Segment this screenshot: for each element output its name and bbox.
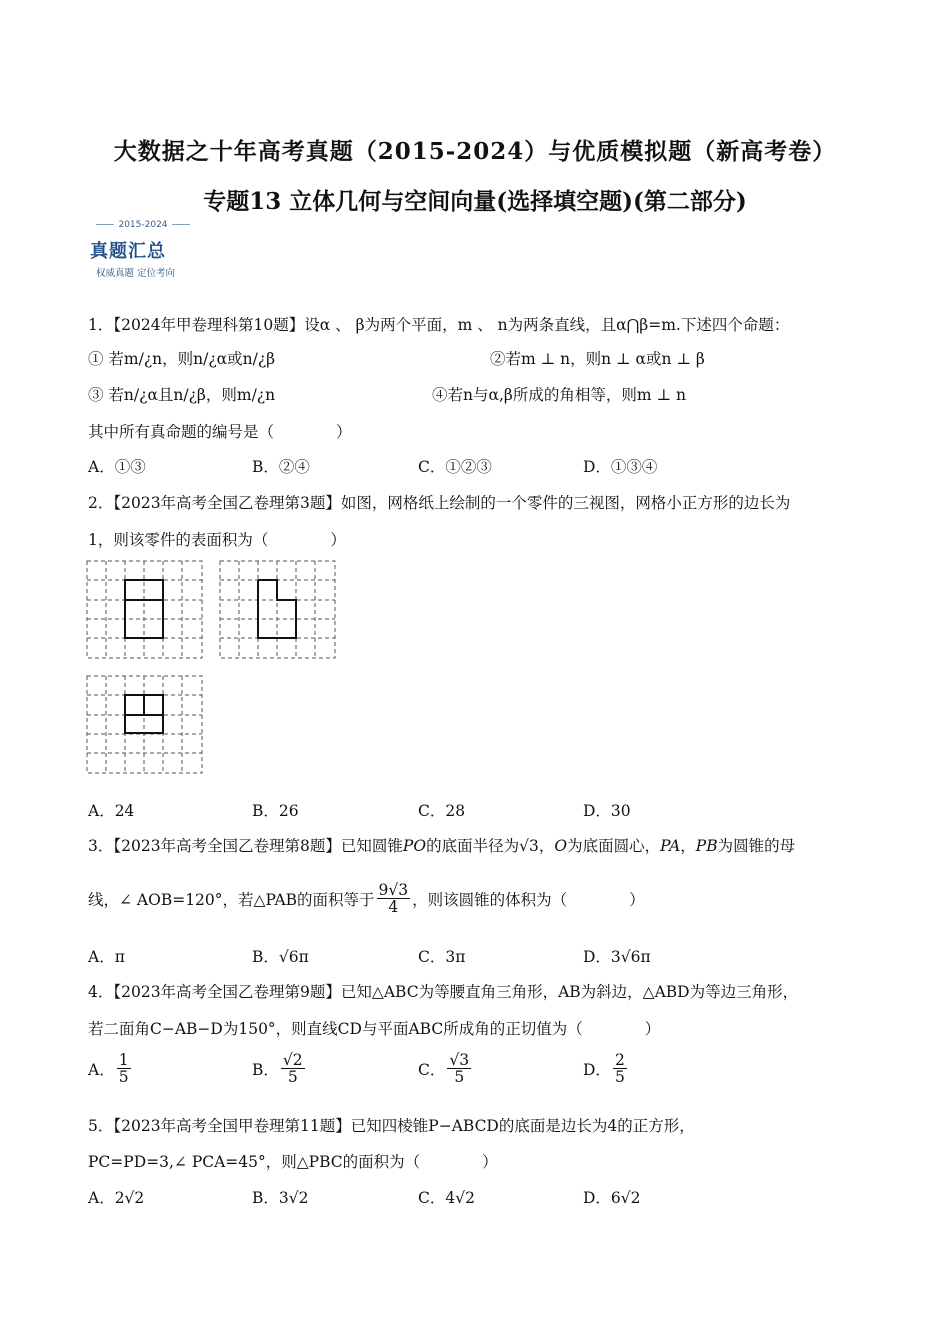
q1-statement-2: ②若m ⊥ n，则n ⊥ α或n ⊥ β — [490, 350, 705, 368]
q5-option-b: B．3√2 — [252, 1189, 309, 1207]
q4-option-label: B． — [252, 1060, 279, 1079]
q3-option-d: D．3√6π — [583, 948, 651, 966]
q3-stem-part: 为圆锥的母 — [717, 837, 796, 855]
q4-d-num: 2 — [614, 1051, 625, 1069]
q4-stem-line2: 若二面角C−AB−D为150°，则直线CD与平面ABC所成角的正切值为（ ） — [88, 1020, 661, 1038]
q5-option-c: C．4√2 — [418, 1189, 475, 1207]
q4-c-den: 5 — [454, 1068, 465, 1087]
q3-area-fraction — [377, 882, 411, 916]
q3-stem-part: ， — [680, 837, 696, 855]
q3-stem-pb: PB — [695, 837, 718, 855]
q3-stem-line1 — [88, 834, 795, 856]
q4-option-label: C． — [418, 1060, 446, 1079]
q3-frac-num: 9√3 — [378, 881, 409, 899]
section-badge — [88, 220, 198, 280]
q3-stem-part: ，则该圆锥的体积为（ ） — [412, 890, 645, 909]
q4-b-num: √2 — [282, 1051, 303, 1069]
side-view-diagram — [219, 560, 337, 660]
top-view-diagram — [86, 675, 204, 775]
q5-option-a: A．2√2 — [88, 1189, 145, 1207]
q1-stem: 1．【2024年甲卷理科第10题】设α 、 β为两个平面，m 、 n为两条直线，且α⋂β=m.下述四个命题： — [88, 316, 790, 334]
q3-stem-part: 的底面半径为 — [426, 837, 520, 855]
q3-stem-part: 线，∠ AOB=120°，若△PAB的面积等于 — [88, 890, 375, 909]
q1-option-a: A．①③ — [88, 458, 146, 476]
q4-a-num: 1 — [118, 1051, 129, 1069]
q4-option-label: A． — [88, 1060, 115, 1079]
front-view-diagram — [86, 560, 204, 660]
q1-option-c: C．①②③ — [418, 458, 492, 476]
q4-option-label: D． — [583, 1060, 611, 1079]
badge-title: 真题汇总 — [90, 241, 166, 262]
q1-statement-1: ① 若m/¿n，则n/¿α或n/¿β — [88, 350, 276, 368]
q1-statement-4: ④若n与α,β所成的角相等，则m ⊥ n — [432, 386, 686, 404]
q4-b-den: 5 — [287, 1068, 298, 1087]
q4-a-den: 5 — [118, 1068, 129, 1087]
q3-stem-o: O — [554, 837, 568, 855]
q4-option-a — [88, 1052, 133, 1086]
q4-d-den: 5 — [614, 1068, 625, 1087]
document-title: 大数据之十年高考真题（2015-2024）与优质模拟题（新高考卷） — [113, 138, 837, 165]
q3-option-a: A．π — [88, 948, 125, 966]
q4-stem-line1: 4．【2023年高考全国乙卷理第9题】已知△ABC为等腰直角三角形，AB为斜边，△ABD为等边三角形， — [88, 983, 799, 1001]
q3-option-b: B．√6π — [252, 948, 309, 966]
badge-year: 2015-2024 — [88, 220, 198, 230]
q4-option-c — [418, 1052, 473, 1086]
q5-stem-line1: 5．【2023年高考全国甲卷理第11题】已知四棱锥P−ABCD的底面是边长为4的正方形， — [88, 1117, 695, 1135]
q5-stem-line2: PC=PD=3,∠ PCA=45°，则△PBC的面积为（ ） — [88, 1153, 498, 1171]
q4-c-num: √3 — [449, 1051, 470, 1069]
q3-stem-part: ， — [538, 837, 555, 855]
q2-stem-line2: 1，则该零件的表面积为（ ） — [88, 531, 346, 549]
q3-option-c: C．3π — [418, 948, 466, 966]
q3-frac-den: 4 — [388, 898, 399, 917]
q4-option-b — [252, 1052, 307, 1086]
badge-subtitle: 权威真题 定位考向 — [96, 268, 176, 279]
q2-option-b: B．26 — [252, 802, 299, 820]
q5-option-d: D．6√2 — [583, 1189, 641, 1207]
q1-option-b: B．②④ — [252, 458, 310, 476]
q3-stem-radius: √3 — [519, 837, 539, 855]
q1-option-d: D．①③④ — [583, 458, 658, 476]
q2-option-d: D．30 — [583, 802, 631, 820]
q3-stem-po: PO — [402, 837, 427, 855]
q1-ask: 其中所有真命题的编号是（ ） — [88, 423, 352, 441]
q3-stem-line2 — [88, 882, 645, 916]
q2-option-a: A．24 — [88, 802, 135, 820]
q2-option-c: C．28 — [418, 802, 466, 820]
document-subtitle: 专题13 立体几何与空间向量(选择填空题)(第二部分) — [203, 188, 747, 215]
q3-stem-part: 3．【2023年高考全国乙卷理第8题】已知圆锥 — [88, 837, 403, 855]
q2-stem-line1: 2．【2023年高考全国乙卷理第3题】如图，网格纸上绘制的一个零件的三视图，网格小正方形的边长为 — [88, 494, 791, 512]
q1-statement-3: ③ 若n/¿α且n/¿β，则m/¿n — [88, 386, 276, 404]
q4-option-d — [583, 1052, 629, 1086]
q3-stem-part: 为底面圆心， — [567, 837, 661, 855]
q3-stem-pa: PA — [660, 837, 681, 855]
